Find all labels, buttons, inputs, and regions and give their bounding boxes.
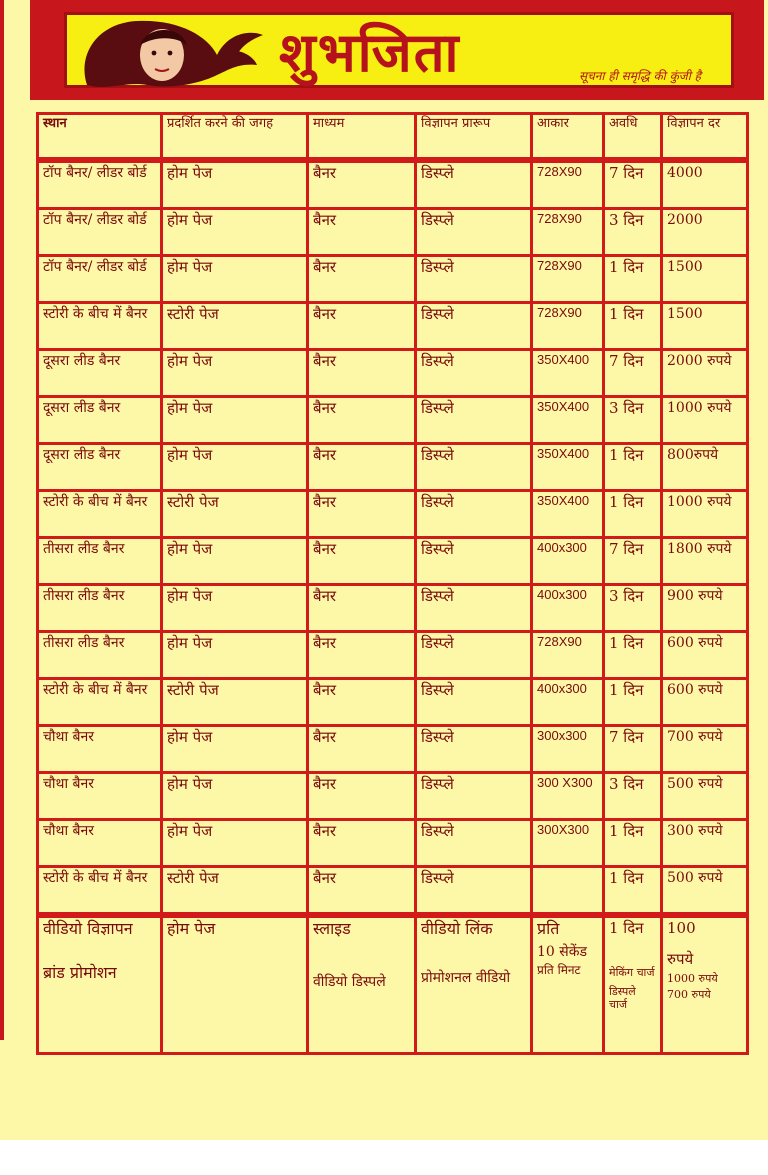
- cell-place: दूसरा लीड बैनर: [38, 350, 162, 397]
- header-medium: माध्यम: [308, 114, 416, 159]
- cell-duration: 1 दिन: [604, 867, 662, 914]
- table-row: [38, 773, 748, 820]
- cell-format: डिस्प्ले: [416, 585, 532, 632]
- cell-duration: 1 दिन: [604, 632, 662, 679]
- video-format-link: वीडियो लिंक: [421, 919, 493, 938]
- cell-rate: 700 रुपये: [662, 726, 748, 773]
- page-bottom-strip: [0, 1140, 768, 1175]
- cell-size: 400x300: [532, 538, 604, 585]
- header-place: स्थान: [38, 114, 162, 159]
- cell-size: 400x300: [532, 585, 604, 632]
- video-format-promo: प्रोमोशनल वीडियो: [421, 970, 511, 987]
- cell-format: डिस्प्ले: [416, 256, 532, 303]
- cell-place: तीसरा लीड बैनर: [38, 585, 162, 632]
- cell-place: टॉप बैनर/ लीडर बोर्ड: [38, 209, 162, 256]
- cell-duration: 1 दिन: [604, 444, 662, 491]
- cell-rate: 1500: [662, 303, 748, 350]
- table-row: [38, 679, 748, 726]
- masthead-title: शुभजिता: [279, 21, 461, 84]
- header-rate: विज्ञापन दर: [662, 114, 748, 159]
- video-medium-display: वीडियो डिस्पले: [313, 974, 386, 991]
- header-duration: अवधि: [604, 114, 662, 159]
- cell-page: होम पेज: [162, 773, 308, 820]
- cell-place: तीसरा लीड बैनर: [38, 632, 162, 679]
- cell-place: स्टोरी के बीच में बैनर: [38, 679, 162, 726]
- cell-format: डिस्प्ले: [416, 632, 532, 679]
- cell-rate: 1000 रुपये: [662, 491, 748, 538]
- masthead-inner: [64, 12, 734, 88]
- cell-format: डिस्प्ले: [416, 303, 532, 350]
- table-header-row: [38, 114, 748, 159]
- cell-format: डिस्प्ले: [416, 867, 532, 914]
- cell-medium: बैनर: [308, 679, 416, 726]
- cell-medium: बैनर: [308, 350, 416, 397]
- rate-table-wrapper: [36, 112, 746, 1055]
- cell-page: होम पेज: [162, 162, 308, 209]
- header-format: विज्ञापन प्रारूप: [416, 114, 532, 159]
- cell-size: 350X400: [532, 397, 604, 444]
- cell-duration: 3 दिन: [604, 397, 662, 444]
- cell-duration: 7 दिन: [604, 350, 662, 397]
- cell-medium: बैनर: [308, 726, 416, 773]
- cell-place: स्टोरी के बीच में बैनर: [38, 491, 162, 538]
- cell-size: 728X90: [532, 632, 604, 679]
- cell-page: होम पेज: [162, 726, 308, 773]
- cell-size: 350X400: [532, 491, 604, 538]
- video-duration-cell: [604, 917, 662, 1054]
- video-size-cell: [532, 917, 604, 1054]
- cell-place: तीसरा लीड बैनर: [38, 538, 162, 585]
- cell-medium: बैनर: [308, 632, 416, 679]
- table-row: [38, 209, 748, 256]
- table-row: [38, 350, 748, 397]
- table-row: [38, 585, 748, 632]
- cell-size: 350X400: [532, 444, 604, 491]
- video-place-cell: [38, 917, 162, 1054]
- cell-medium: बैनर: [308, 538, 416, 585]
- cell-rate: 4000: [662, 162, 748, 209]
- cell-duration: 3 दिन: [604, 773, 662, 820]
- cell-rate: 1000 रुपये: [662, 397, 748, 444]
- cell-size: [532, 867, 604, 914]
- cell-medium: बैनर: [308, 209, 416, 256]
- video-rate-rupees: रुपये: [667, 950, 694, 969]
- cell-rate: 600 रुपये: [662, 632, 748, 679]
- video-rate-amount: 100: [667, 919, 696, 937]
- video-display-charge: डिस्पले चार्ज: [609, 984, 636, 1011]
- cell-place: चौथा बैनर: [38, 773, 162, 820]
- video-ad-row: [38, 917, 748, 1054]
- cell-page: होम पेज: [162, 209, 308, 256]
- video-size-minute: प्रति मिनट: [537, 963, 581, 978]
- cell-duration: 7 दिन: [604, 726, 662, 773]
- cell-place: टॉप बैनर/ लीडर बोर्ड: [38, 256, 162, 303]
- cell-medium: बैनर: [308, 820, 416, 867]
- cell-format: डिस्प्ले: [416, 679, 532, 726]
- table-row: [38, 632, 748, 679]
- video-medium-slide: स्लाइड: [313, 919, 351, 938]
- cell-place: चौथा बैनर: [38, 820, 162, 867]
- cell-size: 400x300: [532, 679, 604, 726]
- cell-format: डिस्प्ले: [416, 350, 532, 397]
- cell-place: दूसरा लीड बैनर: [38, 444, 162, 491]
- cell-rate: 500 रुपये: [662, 773, 748, 820]
- cell-duration: 3 दिन: [604, 209, 662, 256]
- cell-format: डिस्प्ले: [416, 773, 532, 820]
- cell-duration: 1 दिन: [604, 820, 662, 867]
- cell-page: होम पेज: [162, 350, 308, 397]
- rate-table: [36, 112, 749, 160]
- cell-duration: 1 दिन: [604, 679, 662, 726]
- cell-size: 728X90: [532, 209, 604, 256]
- video-rate-making: 1000 रुपये: [667, 971, 718, 985]
- cell-rate: 600 रुपये: [662, 679, 748, 726]
- cell-format: डिस्प्ले: [416, 538, 532, 585]
- video-medium-cell: [308, 917, 416, 1054]
- table-row: [38, 303, 748, 350]
- cell-format: डिस्प्ले: [416, 444, 532, 491]
- cell-size: 300x300: [532, 726, 604, 773]
- cell-medium: बैनर: [308, 444, 416, 491]
- cell-format: डिस्प्ले: [416, 209, 532, 256]
- cell-duration: 1 दिन: [604, 491, 662, 538]
- cell-place: स्टोरी के बीच में बैनर: [38, 867, 162, 914]
- cell-medium: बैनर: [308, 491, 416, 538]
- left-border-rule: [0, 0, 4, 1040]
- video-size-per: प्रति: [537, 919, 560, 938]
- cell-rate: 500 रुपये: [662, 867, 748, 914]
- table-row: [38, 162, 748, 209]
- cell-format: डिस्प्ले: [416, 397, 532, 444]
- cell-page: होम पेज: [162, 444, 308, 491]
- cell-place: स्टोरी के बीच में बैनर: [38, 303, 162, 350]
- cell-place: दूसरा लीड बैनर: [38, 397, 162, 444]
- video-size-seconds: 10 सेकेंड: [537, 944, 587, 961]
- cell-duration: 1 दिन: [604, 303, 662, 350]
- video-duration-day: 1 दिन: [609, 919, 644, 937]
- table-row: [38, 397, 748, 444]
- cell-format: डिस्प्ले: [416, 162, 532, 209]
- table-row: [38, 538, 748, 585]
- cell-rate: 2000 रुपये: [662, 350, 748, 397]
- cell-page: होम पेज: [162, 538, 308, 585]
- cell-page: होम पेज: [162, 820, 308, 867]
- cell-medium: बैनर: [308, 256, 416, 303]
- video-format-cell: [416, 917, 532, 1054]
- cell-medium: बैनर: [308, 585, 416, 632]
- cell-page: स्टोरी पेज: [162, 303, 308, 350]
- header-size: आकार: [532, 114, 604, 159]
- cell-medium: बैनर: [308, 303, 416, 350]
- cell-duration: 7 दिन: [604, 538, 662, 585]
- table-row: [38, 256, 748, 303]
- cell-size: 300 X300: [532, 773, 604, 820]
- cell-page: स्टोरी पेज: [162, 491, 308, 538]
- table-row: [38, 867, 748, 914]
- rate-table-body: [36, 160, 749, 915]
- video-rate-display: 700 रुपये: [667, 988, 711, 1002]
- cell-rate: 1500: [662, 256, 748, 303]
- header-page: प्रदर्शित करने की जगह: [162, 114, 308, 159]
- cell-page: स्टोरी पेज: [162, 867, 308, 914]
- cell-rate: 2000: [662, 209, 748, 256]
- cell-size: 728X90: [532, 303, 604, 350]
- cell-rate: 900 रुपये: [662, 585, 748, 632]
- table-row: [38, 491, 748, 538]
- video-making-charge: मेकिंग चार्ज: [609, 966, 655, 980]
- cell-duration: 7 दिन: [604, 162, 662, 209]
- video-rate-cell: [662, 917, 748, 1054]
- masthead-tagline: सूचना ही समृद्धि की कुंजी है: [579, 69, 701, 83]
- cell-medium: बैनर: [308, 867, 416, 914]
- cell-rate: 800रुपये: [662, 444, 748, 491]
- cell-page: होम पेज: [162, 397, 308, 444]
- cell-page: होम पेज: [162, 585, 308, 632]
- cell-medium: बैनर: [308, 397, 416, 444]
- cell-size: 300X300: [532, 820, 604, 867]
- cell-medium: बैनर: [308, 162, 416, 209]
- cell-place: टॉप बैनर/ लीडर बोर्ड: [38, 162, 162, 209]
- logo-portrait-icon: [67, 15, 267, 93]
- cell-place: चौथा बैनर: [38, 726, 162, 773]
- cell-page: होम पेज: [162, 632, 308, 679]
- video-ad-table: [36, 915, 749, 1055]
- table-row: [38, 444, 748, 491]
- cell-rate: 1800 रुपये: [662, 538, 748, 585]
- cell-size: 728X90: [532, 162, 604, 209]
- cell-medium: बैनर: [308, 773, 416, 820]
- brand-promotion-label: ब्रांड प्रोमोशन: [43, 963, 117, 983]
- cell-rate: 300 रुपये: [662, 820, 748, 867]
- masthead-banner: [30, 0, 764, 100]
- table-row: [38, 820, 748, 867]
- cell-duration: 3 दिन: [604, 585, 662, 632]
- table-row: [38, 726, 748, 773]
- cell-size: 728X90: [532, 256, 604, 303]
- cell-page: स्टोरी पेज: [162, 679, 308, 726]
- cell-page: होम पेज: [162, 256, 308, 303]
- video-place-label: वीडियो विज्ञापन: [43, 919, 133, 938]
- cell-format: डिस्प्ले: [416, 491, 532, 538]
- cell-format: डिस्प्ले: [416, 726, 532, 773]
- cell-format: डिस्प्ले: [416, 820, 532, 867]
- video-page-cell: होम पेज: [162, 917, 308, 1054]
- cell-duration: 1 दिन: [604, 256, 662, 303]
- cell-size: 350X400: [532, 350, 604, 397]
